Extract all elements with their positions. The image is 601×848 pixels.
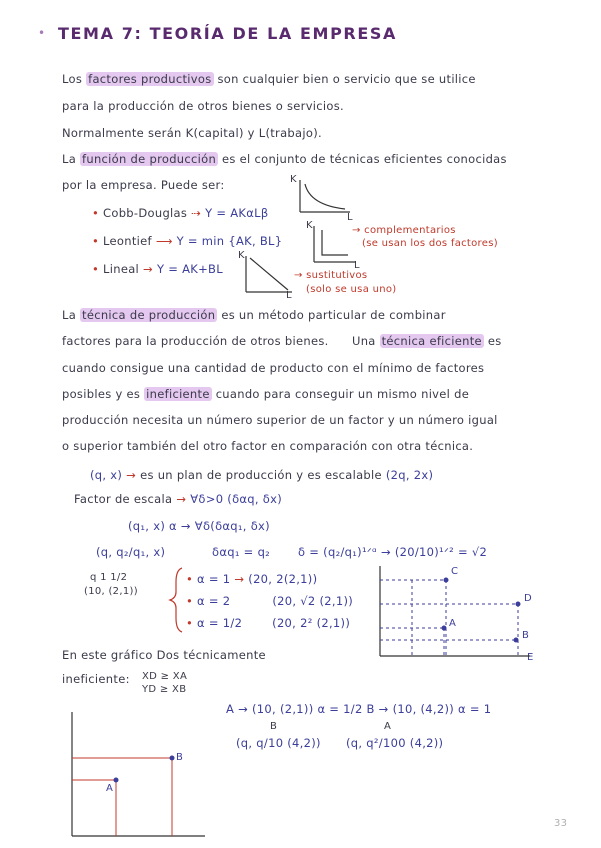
title-dot: • bbox=[38, 26, 46, 40]
math-line-2a: (q, q₂/q₁, x) bbox=[96, 545, 166, 559]
tecnica-line-5: producción necesita un número superior de un factor y un número igual bbox=[62, 413, 498, 427]
lineal-sketch bbox=[246, 256, 292, 292]
graph-label-a: A bbox=[449, 618, 457, 629]
graph-label-e: E bbox=[527, 652, 534, 663]
intro-line-2: para la producción de otros bienes o servicios. bbox=[62, 99, 344, 113]
tecnica-line-4: posibles y es ineficiente cuando para conseguir un mismo nivel de bbox=[62, 387, 470, 401]
graph-label-c: C bbox=[451, 566, 459, 577]
term-tecnica-produccion: técnica de producción bbox=[82, 308, 216, 322]
axis-k-3: K bbox=[238, 250, 245, 261]
cobb-douglas-sketch bbox=[300, 180, 350, 212]
small-graph-b: B bbox=[176, 752, 184, 763]
term-factores-productivos: factores productivos bbox=[88, 72, 212, 86]
grafico-b-expr: (q, q/10 (4,2)) bbox=[236, 736, 321, 750]
grafico-a-label: A bbox=[384, 721, 392, 732]
page-number: 33 bbox=[554, 818, 568, 829]
tecnica-line-2: factores para la producción de otros bienes. bbox=[62, 334, 329, 348]
grafico-b-label: B bbox=[270, 721, 278, 732]
grafico-a-expr: (q, q²/100 (4,2)) bbox=[346, 736, 444, 750]
case-3: • α = 1/2 (20, 2² (2,1)) bbox=[186, 616, 351, 630]
small-graph-a: A bbox=[106, 783, 114, 794]
type-leontief: • Leontief ⟶ Y = min {AK, BL} bbox=[92, 234, 283, 248]
graph-bottom-left bbox=[72, 712, 205, 836]
axis-l-3: L bbox=[286, 290, 292, 301]
sustitutivos-note: (solo se usa uno) bbox=[306, 284, 397, 295]
leontief-sketch bbox=[314, 226, 356, 262]
term-funcion-produccion: función de producción bbox=[82, 152, 217, 166]
axis-k-1: K bbox=[290, 174, 297, 185]
case-1: • α = 1 → (20, 2(2,1)) bbox=[186, 572, 318, 586]
complementarios-note: (se usan los dos factores) bbox=[362, 238, 498, 249]
tecnica-line-2b: Una técnica eficiente es bbox=[352, 334, 502, 348]
math-line-2b: δαq₁ = q₂ bbox=[212, 545, 271, 559]
grafico-line-1: En este gráfico Dos técnicamente bbox=[62, 648, 266, 662]
page-title: TEMA 7: TEORÍA DE LA EMPRESA bbox=[58, 24, 397, 43]
grafico-line-2: ineficiente: bbox=[62, 672, 130, 686]
math-line-2c: δ = (q₂/q₁)¹ᐟᵅ → (20/10)¹ᐟ² = √2 bbox=[298, 545, 488, 559]
tecnica-line-1: La técnica de producción es un método particular de combinar bbox=[62, 308, 446, 322]
grafico-cond-2: YD ≥ XB bbox=[142, 684, 187, 695]
graph-label-d: D bbox=[524, 593, 533, 604]
math-line-1: (q₁, x) α → ∀δ(δαq₁, δx) bbox=[128, 519, 270, 533]
axis-l-1: L bbox=[347, 212, 353, 223]
axis-k-2: K bbox=[306, 220, 313, 231]
produccion-line-1: La función de producción es el conjunto de técnicas eficientes conocidas bbox=[62, 152, 507, 166]
base-top: q 1 1/2 bbox=[90, 572, 128, 583]
plan-line: (q, x) → es un plan de producción y es escalable (2q, 2x) bbox=[90, 468, 434, 482]
type-cobb-douglas: • Cobb-Douglas ⇢ Y = AKαLβ bbox=[92, 206, 269, 220]
case-2: • α = 2 (20, √2 (2,1)) bbox=[186, 594, 354, 608]
base-bottom: (10, (2,1)) bbox=[84, 586, 138, 597]
tecnica-line-3: cuando consigue una cantidad de producto con el mínimo de factores bbox=[62, 361, 485, 375]
graph-right bbox=[380, 566, 533, 656]
produccion-line-2: por la empresa. Puede ser: bbox=[62, 178, 225, 192]
sustitutivos-label: → sustitutivos bbox=[294, 270, 368, 281]
graph-right-points bbox=[442, 578, 521, 643]
complementarios-label: → complementarios bbox=[352, 225, 456, 236]
intro-line-1: Los factores productivos son cualquier bien o servicio que se utilice bbox=[62, 72, 476, 86]
cases-brace bbox=[170, 568, 182, 632]
graph-label-b: B bbox=[522, 630, 530, 641]
grafico-points: A → (10, (2,1)) α = 1/2 B → (10, (4,2)) α = 1 bbox=[226, 702, 492, 716]
axis-l-2: L bbox=[354, 260, 360, 271]
type-lineal: • Lineal → Y = AK+BL bbox=[92, 262, 223, 276]
intro-line-3: Normalmente serán K(capital) y L(trabajo). bbox=[62, 126, 322, 140]
term-tecnica-eficiente: técnica eficiente bbox=[381, 334, 482, 348]
term-ineficiente: ineficiente bbox=[146, 387, 210, 401]
escala-line: Factor de escala → ∀δ>0 (δαq, δx) bbox=[74, 492, 283, 506]
grafico-cond-1: XD ≥ XA bbox=[142, 671, 188, 682]
tecnica-line-6: o superior también del otro factor en comparación con otra técnica. bbox=[62, 439, 474, 453]
